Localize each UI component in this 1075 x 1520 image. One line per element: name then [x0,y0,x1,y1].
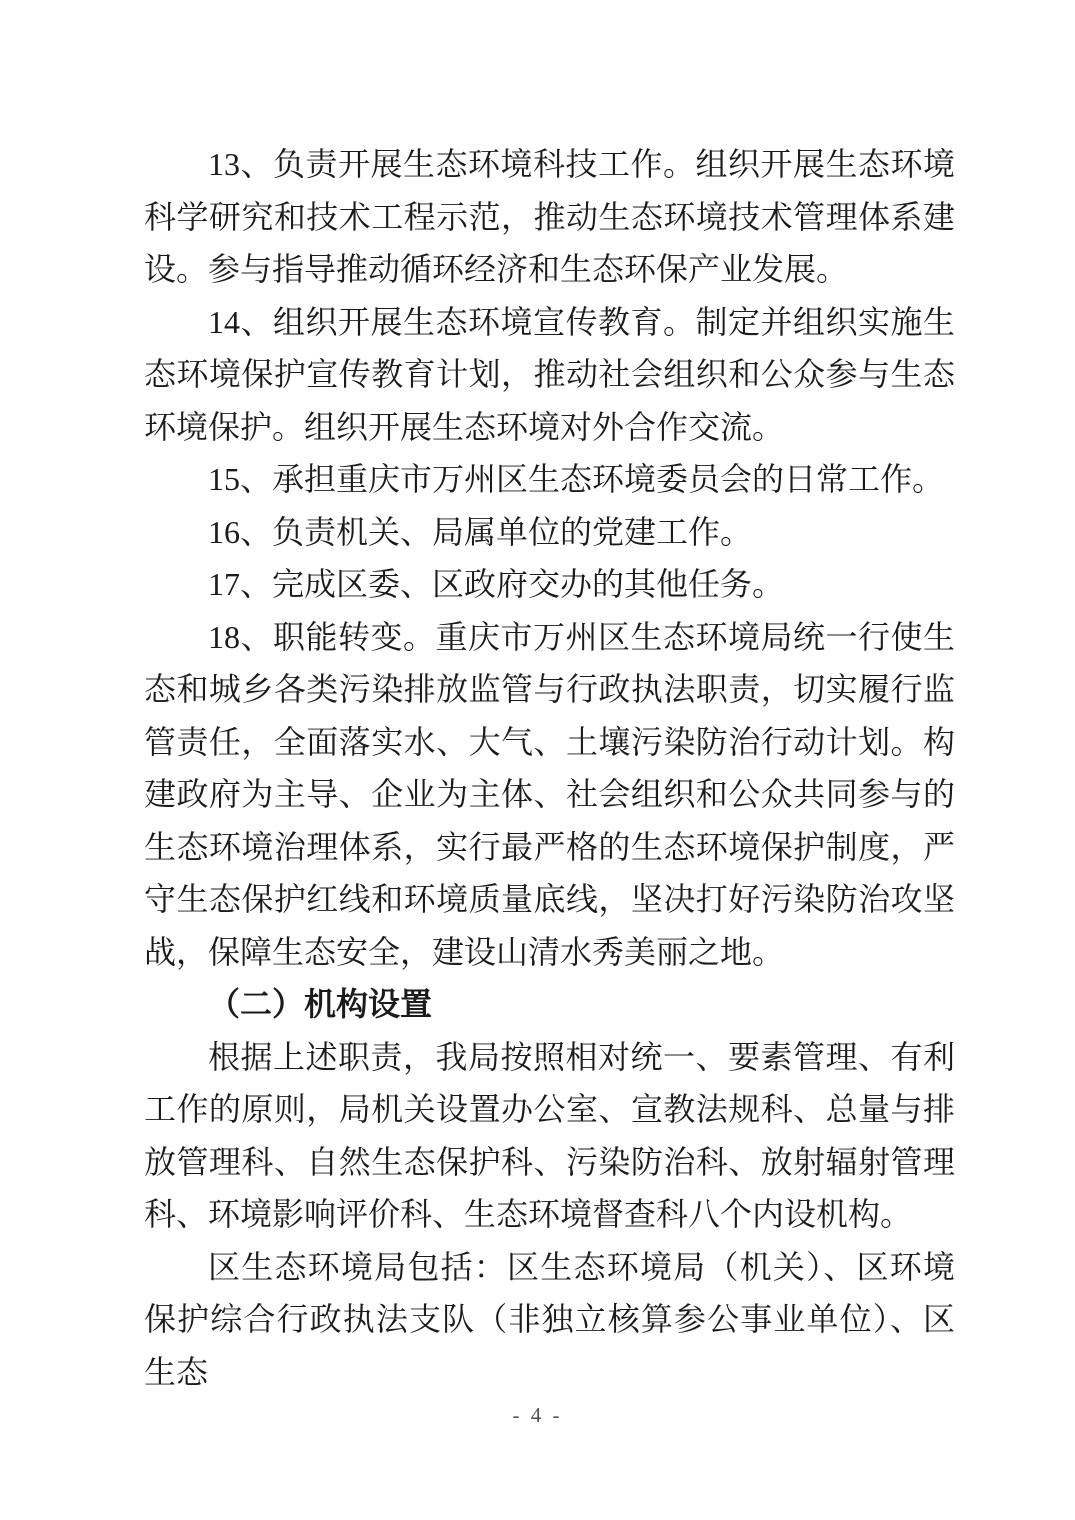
paragraph: 15、承担重庆市万州区生态环境委员会的日常工作。 [208,461,945,497]
document-body [144,138,955,1398]
paragraph: 根据上述职责，我局按照相对统一、要素管理、有利工作的原则，局机关设置办公室、宣教法规科、总量与排放管理科、自然生态保护科、污染防治科、放射辐射管理科、环境影响评价科、生态环境督查科八个内设机构。 [144,1038,955,1232]
paragraph: 18、职能转变。重庆市万州区生态环境局统一行使生态和城乡各类污染排放监管与行政执法职责，切实履行监管责任，全面落实水、大气、土壤污染防治行动计划。构建政府为主导、企业为主体、社会组织和公众共同参与的生态环境治理体系，实行最严格的生态环境保护制度，严守生态保护红线和环境质量底线，坚决打好污染防治攻坚战，保障生态安全，建设山清水秀美丽之地。 [144,618,955,970]
paragraph: 16、负责机关、局属单位的党建工作。 [208,513,753,550]
paragraph: 14、组织开展生态环境宣传教育。制定并组织实施生态环境保护宣传教育计划，推动社会组织和公众参与生态环境保护。组织开展生态环境对外合作交流。 [144,303,955,445]
paragraph: 13、负责开展生态环境科技工作。组织开展生态环境科学研究和技术工程示范，推动生态环境技术管理体系建设。参与指导推动循环经济和生态环保产业发展。 [144,146,955,287]
paragraph: 区生态环境局包括：区生态环境局（机关）、区环境保护综合行政执法支队（非独立核算参公事业单位）、区生态 [144,1248,955,1390]
section-heading: （二）机构设置 [208,986,433,1022]
page-number: - 4 - [512,1403,563,1427]
paragraph: 17、完成区委、区政府交办的其他任务。 [208,566,785,602]
